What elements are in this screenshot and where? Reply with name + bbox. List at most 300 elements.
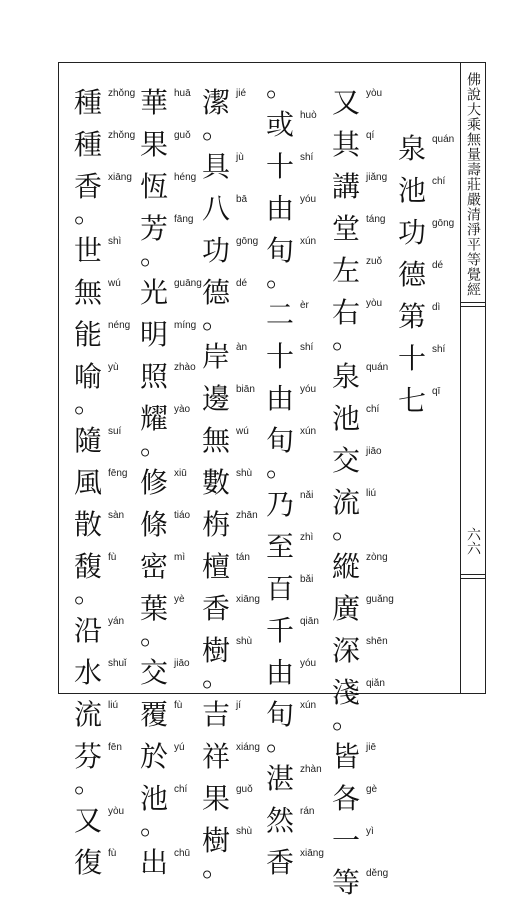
pinyin: xiāng bbox=[108, 172, 132, 183]
hanzi: 旬 bbox=[266, 698, 295, 731]
pinyin: fù bbox=[174, 700, 183, 711]
pinyin: guǒ bbox=[236, 784, 253, 795]
hanzi: 然 bbox=[266, 804, 295, 837]
punctuation bbox=[72, 766, 130, 800]
hanzi: 種 bbox=[74, 128, 103, 161]
pinyin: chū bbox=[174, 848, 191, 859]
divider bbox=[461, 574, 485, 575]
hanzi: 吉 bbox=[202, 698, 231, 731]
hanzi: 條 bbox=[140, 508, 169, 541]
hanzi: 淺 bbox=[332, 676, 361, 709]
pinyin: shí bbox=[300, 152, 314, 163]
hanzi: 果 bbox=[202, 782, 231, 815]
hanzi: 由 bbox=[266, 382, 295, 415]
punctuation bbox=[72, 196, 130, 230]
character-cell bbox=[264, 610, 322, 652]
text-column bbox=[138, 82, 202, 879]
character-cell bbox=[264, 800, 322, 842]
character-cell bbox=[200, 420, 258, 462]
hanzi: 由 bbox=[266, 656, 295, 689]
pinyin: fāng bbox=[174, 214, 194, 225]
hanzi: 香 bbox=[202, 592, 231, 625]
hanzi: 十 bbox=[266, 150, 295, 183]
pinyin: dé bbox=[236, 278, 248, 289]
pinyin: yóu bbox=[300, 194, 317, 205]
pinyin: àn bbox=[236, 342, 248, 353]
pinyin: chí bbox=[174, 784, 188, 795]
character-cell bbox=[330, 124, 388, 166]
hanzi: 池 bbox=[332, 402, 361, 435]
hanzi: 泉 bbox=[398, 132, 427, 165]
pinyin: liú bbox=[366, 488, 377, 499]
character-cell bbox=[138, 82, 196, 124]
punctuation bbox=[138, 808, 196, 842]
pinyin: qí bbox=[366, 130, 375, 141]
pinyin: yòu bbox=[108, 806, 125, 817]
hanzi: 照 bbox=[140, 360, 169, 393]
hanzi: 葉 bbox=[140, 592, 169, 625]
hanzi: 檀 bbox=[202, 550, 231, 583]
pinyin: huā bbox=[174, 88, 191, 99]
character-cell bbox=[396, 128, 454, 170]
pinyin: yán bbox=[108, 616, 125, 627]
character-cell bbox=[72, 842, 130, 884]
hanzi: 縱 bbox=[332, 550, 361, 583]
punctuation-glyph: 。 bbox=[74, 576, 103, 609]
hanzi: 無 bbox=[74, 276, 103, 309]
hanzi: 池 bbox=[398, 174, 427, 207]
character-cell bbox=[138, 356, 196, 398]
pinyin: fù bbox=[108, 848, 117, 859]
hanzi: 明 bbox=[140, 318, 169, 351]
hanzi: 種 bbox=[74, 86, 103, 119]
pinyin: zhǒng bbox=[108, 88, 136, 99]
divider bbox=[461, 578, 485, 579]
hanzi: 世 bbox=[74, 234, 103, 267]
pinyin: táng bbox=[366, 214, 386, 225]
pinyin: shēn bbox=[366, 636, 388, 647]
pinyin: chí bbox=[366, 404, 380, 415]
pinyin: jiāo bbox=[174, 658, 190, 669]
pinyin: yào bbox=[174, 404, 191, 415]
pinyin: fù bbox=[108, 552, 117, 563]
character-cell bbox=[138, 694, 196, 736]
pinyin: xún bbox=[300, 426, 317, 437]
pinyin: xiū bbox=[174, 468, 187, 479]
hanzi: 耀 bbox=[140, 402, 169, 435]
pinyin: jié bbox=[236, 88, 247, 99]
sidebar bbox=[460, 62, 486, 694]
pinyin: chí bbox=[432, 176, 446, 187]
hanzi: 復 bbox=[74, 846, 103, 879]
pinyin: zhān bbox=[236, 510, 258, 521]
character-cell bbox=[72, 420, 130, 462]
pinyin: guāng bbox=[174, 278, 202, 289]
character-cell bbox=[396, 296, 454, 338]
punctuation bbox=[200, 112, 258, 146]
hanzi: 光 bbox=[140, 276, 169, 309]
hanzi: 乃 bbox=[266, 488, 295, 521]
pinyin: qī bbox=[432, 386, 441, 397]
hanzi: 德 bbox=[202, 276, 231, 309]
divider bbox=[461, 302, 485, 303]
punctuation-glyph: 。 bbox=[74, 196, 103, 229]
pinyin: shù bbox=[236, 636, 253, 647]
punctuation bbox=[330, 702, 388, 736]
pinyin: zuǒ bbox=[366, 256, 383, 267]
character-cell bbox=[72, 504, 130, 546]
book-title: 佛說大乘無量壽莊嚴清淨平等覺經 bbox=[465, 72, 481, 297]
pinyin: qiǎn bbox=[366, 678, 385, 689]
hanzi: 又 bbox=[74, 804, 103, 837]
pinyin: yù bbox=[108, 362, 119, 373]
character-cell bbox=[200, 736, 258, 778]
hanzi: 喻 bbox=[74, 360, 103, 393]
punctuation bbox=[138, 428, 196, 462]
pinyin: nǎi bbox=[300, 490, 314, 501]
hanzi: 修 bbox=[140, 466, 169, 499]
hanzi: 潔 bbox=[202, 86, 231, 119]
hanzi: 芬 bbox=[74, 740, 103, 773]
hanzi: 左 bbox=[332, 254, 361, 287]
pinyin: xún bbox=[300, 700, 317, 711]
hanzi: 散 bbox=[74, 508, 103, 541]
pinyin: zhàn bbox=[300, 764, 322, 775]
character-cell bbox=[138, 462, 196, 504]
character-cell bbox=[138, 652, 196, 694]
character-cell bbox=[200, 378, 258, 420]
punctuation-glyph: 。 bbox=[140, 428, 169, 461]
character-cell bbox=[330, 630, 388, 672]
hanzi: 具 bbox=[202, 150, 231, 183]
character-cell bbox=[396, 380, 454, 422]
hanzi: 交 bbox=[140, 656, 169, 689]
punctuation-glyph: 。 bbox=[74, 766, 103, 799]
hanzi: 第 bbox=[398, 300, 427, 333]
hanzi: 廣 bbox=[332, 592, 361, 625]
punctuation bbox=[200, 302, 258, 336]
character-cell bbox=[330, 82, 388, 124]
hanzi: 無 bbox=[202, 424, 231, 457]
character-cell bbox=[72, 124, 136, 166]
pinyin: gōng bbox=[432, 218, 455, 229]
hanzi: 旬 bbox=[266, 234, 295, 267]
hanzi: 邊 bbox=[202, 382, 231, 415]
pinyin: fēn bbox=[108, 742, 122, 753]
hanzi: 堂 bbox=[332, 212, 361, 245]
hanzi: 流 bbox=[74, 698, 103, 731]
character-cell bbox=[330, 778, 388, 820]
punctuation-glyph: 。 bbox=[332, 702, 361, 735]
pinyin: yú bbox=[174, 742, 185, 753]
hanzi: 二 bbox=[266, 298, 295, 331]
character-cell bbox=[200, 462, 258, 504]
punctuation bbox=[72, 576, 130, 610]
character-cell bbox=[264, 146, 322, 188]
character-cell bbox=[330, 250, 388, 292]
character-cell bbox=[72, 230, 130, 272]
pinyin: xiáng bbox=[236, 742, 260, 753]
hanzi: 香 bbox=[266, 846, 295, 879]
hanzi: 交 bbox=[332, 444, 361, 477]
pinyin: bǎi bbox=[300, 574, 314, 585]
pinyin: děng bbox=[366, 868, 389, 879]
hanzi: 功 bbox=[398, 216, 427, 249]
pinyin: huò bbox=[300, 110, 317, 121]
character-cell bbox=[138, 842, 196, 884]
hanzi: 等 bbox=[332, 866, 361, 899]
pinyin: quán bbox=[366, 362, 389, 373]
pinyin: shí bbox=[300, 342, 314, 353]
hanzi: 泉 bbox=[332, 360, 361, 393]
character-cell bbox=[264, 568, 322, 610]
character-cell bbox=[264, 378, 322, 420]
hanzi: 栴 bbox=[202, 508, 231, 541]
hanzi: 水 bbox=[74, 656, 103, 689]
hanzi: 流 bbox=[332, 486, 361, 519]
character-cell bbox=[264, 652, 322, 694]
character-cell bbox=[264, 294, 322, 336]
punctuation bbox=[330, 512, 388, 546]
character-cell bbox=[264, 842, 322, 884]
pinyin: bā bbox=[236, 194, 248, 205]
pinyin: zhào bbox=[174, 362, 196, 373]
pinyin: shuǐ bbox=[108, 658, 127, 669]
hanzi: 千 bbox=[266, 614, 295, 647]
pinyin: xiāng bbox=[236, 594, 260, 605]
hanzi: 其 bbox=[332, 128, 361, 161]
hanzi: 右 bbox=[332, 296, 361, 329]
pinyin: jiē bbox=[366, 742, 377, 753]
pinyin: yóu bbox=[300, 658, 317, 669]
hanzi: 祥 bbox=[202, 740, 231, 773]
character-cell bbox=[138, 504, 196, 546]
hanzi: 隨 bbox=[74, 424, 103, 457]
character-cell bbox=[138, 736, 196, 778]
hanzi: 池 bbox=[140, 782, 169, 815]
punctuation-glyph: 。 bbox=[140, 238, 169, 271]
character-cell bbox=[138, 124, 196, 166]
pinyin: qiān bbox=[300, 616, 319, 627]
hanzi: 恆 bbox=[140, 170, 169, 203]
punctuation bbox=[200, 850, 258, 884]
pinyin: zòng bbox=[366, 552, 388, 563]
character-cell bbox=[72, 652, 130, 694]
pinyin: quán bbox=[432, 134, 455, 145]
pinyin: shí bbox=[432, 344, 446, 355]
character-cell bbox=[72, 694, 130, 736]
punctuation-glyph: 。 bbox=[266, 70, 295, 103]
punctuation-glyph: 。 bbox=[266, 450, 295, 483]
punctuation-glyph: 。 bbox=[74, 386, 103, 419]
punctuation-glyph: 。 bbox=[202, 302, 231, 335]
pinyin: shì bbox=[108, 236, 122, 247]
pinyin: yòu bbox=[366, 88, 383, 99]
hanzi: 數 bbox=[202, 466, 231, 499]
hanzi: 岸 bbox=[202, 340, 231, 373]
punctuation-glyph: 。 bbox=[202, 112, 231, 145]
punctuation-glyph: 。 bbox=[140, 808, 169, 841]
pinyin: jiǎng bbox=[366, 172, 388, 183]
hanzi: 風 bbox=[74, 466, 103, 499]
hanzi: 一 bbox=[332, 824, 361, 857]
hanzi: 由 bbox=[266, 192, 295, 225]
punctuation bbox=[200, 660, 258, 694]
pinyin: liú bbox=[108, 700, 119, 711]
character-cell bbox=[264, 188, 322, 230]
hanzi: 皆 bbox=[332, 740, 361, 773]
character-cell bbox=[396, 212, 454, 254]
hanzi: 華 bbox=[140, 86, 169, 119]
pinyin: guǎng bbox=[366, 594, 394, 605]
character-cell bbox=[200, 230, 258, 272]
text-column bbox=[200, 82, 260, 883]
hanzi: 沿 bbox=[74, 614, 103, 647]
hanzi: 至 bbox=[266, 530, 295, 563]
character-cell bbox=[138, 166, 196, 208]
character-cell bbox=[264, 484, 322, 526]
pinyin: dé bbox=[432, 260, 444, 271]
punctuation bbox=[138, 238, 196, 272]
pinyin: biān bbox=[236, 384, 255, 395]
character-cell bbox=[72, 610, 130, 652]
pinyin: héng bbox=[174, 172, 197, 183]
hanzi: 或 bbox=[266, 108, 295, 141]
hanzi: 各 bbox=[332, 782, 361, 815]
punctuation-glyph: 。 bbox=[332, 512, 361, 545]
hanzi: 講 bbox=[332, 170, 361, 203]
character-cell bbox=[264, 336, 322, 378]
character-cell bbox=[330, 440, 388, 482]
pinyin: jù bbox=[236, 152, 244, 163]
character-cell bbox=[396, 338, 454, 380]
pinyin: xiāng bbox=[300, 848, 324, 859]
character-cell bbox=[200, 504, 258, 546]
pinyin: mì bbox=[174, 552, 186, 563]
hanzi: 樹 bbox=[202, 824, 231, 857]
pinyin: gōng bbox=[236, 236, 259, 247]
punctuation bbox=[138, 618, 196, 652]
pinyin: sàn bbox=[108, 510, 125, 521]
character-cell bbox=[200, 188, 258, 230]
punctuation-glyph: 。 bbox=[332, 322, 361, 355]
pinyin: dì bbox=[432, 302, 441, 313]
punctuation bbox=[72, 386, 130, 420]
character-cell bbox=[72, 462, 130, 504]
hanzi: 十 bbox=[398, 342, 427, 375]
hanzi: 十 bbox=[266, 340, 295, 373]
punctuation-glyph: 。 bbox=[140, 618, 169, 651]
divider bbox=[461, 306, 485, 307]
hanzi: 香 bbox=[74, 170, 103, 203]
hanzi: 芳 bbox=[140, 212, 169, 245]
punctuation bbox=[264, 724, 322, 758]
pinyin: jí bbox=[236, 700, 241, 711]
character-cell bbox=[330, 820, 388, 862]
pinyin: tán bbox=[236, 552, 250, 563]
hanzi: 旬 bbox=[266, 424, 295, 457]
character-cell bbox=[330, 398, 388, 440]
hanzi: 能 bbox=[74, 318, 103, 351]
character-cell bbox=[138, 314, 196, 356]
character-cell bbox=[330, 356, 388, 398]
character-cell bbox=[200, 694, 258, 736]
pinyin: tiáo bbox=[174, 510, 191, 521]
punctuation bbox=[264, 450, 322, 484]
character-cell bbox=[200, 146, 258, 188]
punctuation-glyph: 。 bbox=[202, 660, 231, 693]
character-cell bbox=[200, 588, 258, 630]
hanzi: 八 bbox=[202, 192, 231, 225]
hanzi: 湛 bbox=[266, 762, 295, 795]
character-cell bbox=[72, 272, 130, 314]
hanzi: 德 bbox=[398, 258, 427, 291]
pinyin: shù bbox=[236, 468, 253, 479]
character-cell bbox=[264, 526, 322, 568]
character-cell bbox=[330, 546, 388, 588]
pinyin: yóu bbox=[300, 384, 317, 395]
hanzi: 於 bbox=[140, 740, 169, 773]
pinyin: yì bbox=[366, 826, 374, 837]
character-cell bbox=[72, 800, 130, 842]
pinyin: míng bbox=[174, 320, 197, 331]
punctuation-glyph: 。 bbox=[266, 724, 295, 757]
punctuation-glyph: 。 bbox=[202, 850, 231, 883]
character-cell bbox=[330, 208, 388, 250]
hanzi: 樹 bbox=[202, 634, 231, 667]
pinyin: zhǒng bbox=[108, 130, 136, 141]
pinyin: yòu bbox=[366, 298, 383, 309]
pinyin: suí bbox=[108, 426, 122, 437]
character-cell bbox=[396, 254, 454, 296]
character-cell bbox=[138, 546, 196, 588]
character-cell bbox=[200, 546, 258, 588]
hanzi: 果 bbox=[140, 128, 169, 161]
pinyin: yè bbox=[174, 594, 185, 605]
hanzi: 密 bbox=[140, 550, 169, 583]
character-cell bbox=[138, 272, 202, 314]
character-cell bbox=[72, 82, 136, 124]
character-cell bbox=[330, 862, 388, 904]
hanzi: 又 bbox=[332, 86, 361, 119]
pinyin: jiāo bbox=[366, 446, 382, 457]
text-column bbox=[72, 82, 136, 879]
hanzi: 七 bbox=[398, 384, 427, 417]
punctuation bbox=[264, 70, 322, 104]
pinyin: gè bbox=[366, 784, 378, 795]
punctuation bbox=[330, 322, 388, 356]
hanzi: 覆 bbox=[140, 698, 169, 731]
character-cell bbox=[396, 170, 454, 212]
pinyin: wú bbox=[236, 426, 249, 437]
character-cell bbox=[200, 778, 258, 820]
pinyin: zhì bbox=[300, 532, 314, 543]
character-cell bbox=[330, 166, 388, 208]
punctuation bbox=[264, 260, 322, 294]
page-number: 六六 bbox=[465, 527, 481, 555]
text-column bbox=[264, 70, 324, 879]
pinyin: shù bbox=[236, 826, 253, 837]
character-cell bbox=[330, 588, 394, 630]
pinyin: néng bbox=[108, 320, 131, 331]
pinyin: guǒ bbox=[174, 130, 191, 141]
pinyin: èr bbox=[300, 300, 309, 311]
hanzi: 出 bbox=[140, 846, 169, 879]
hanzi: 馥 bbox=[74, 550, 103, 583]
hanzi: 深 bbox=[332, 634, 361, 667]
punctuation-glyph: 。 bbox=[266, 260, 295, 293]
hanzi: 百 bbox=[266, 572, 295, 605]
